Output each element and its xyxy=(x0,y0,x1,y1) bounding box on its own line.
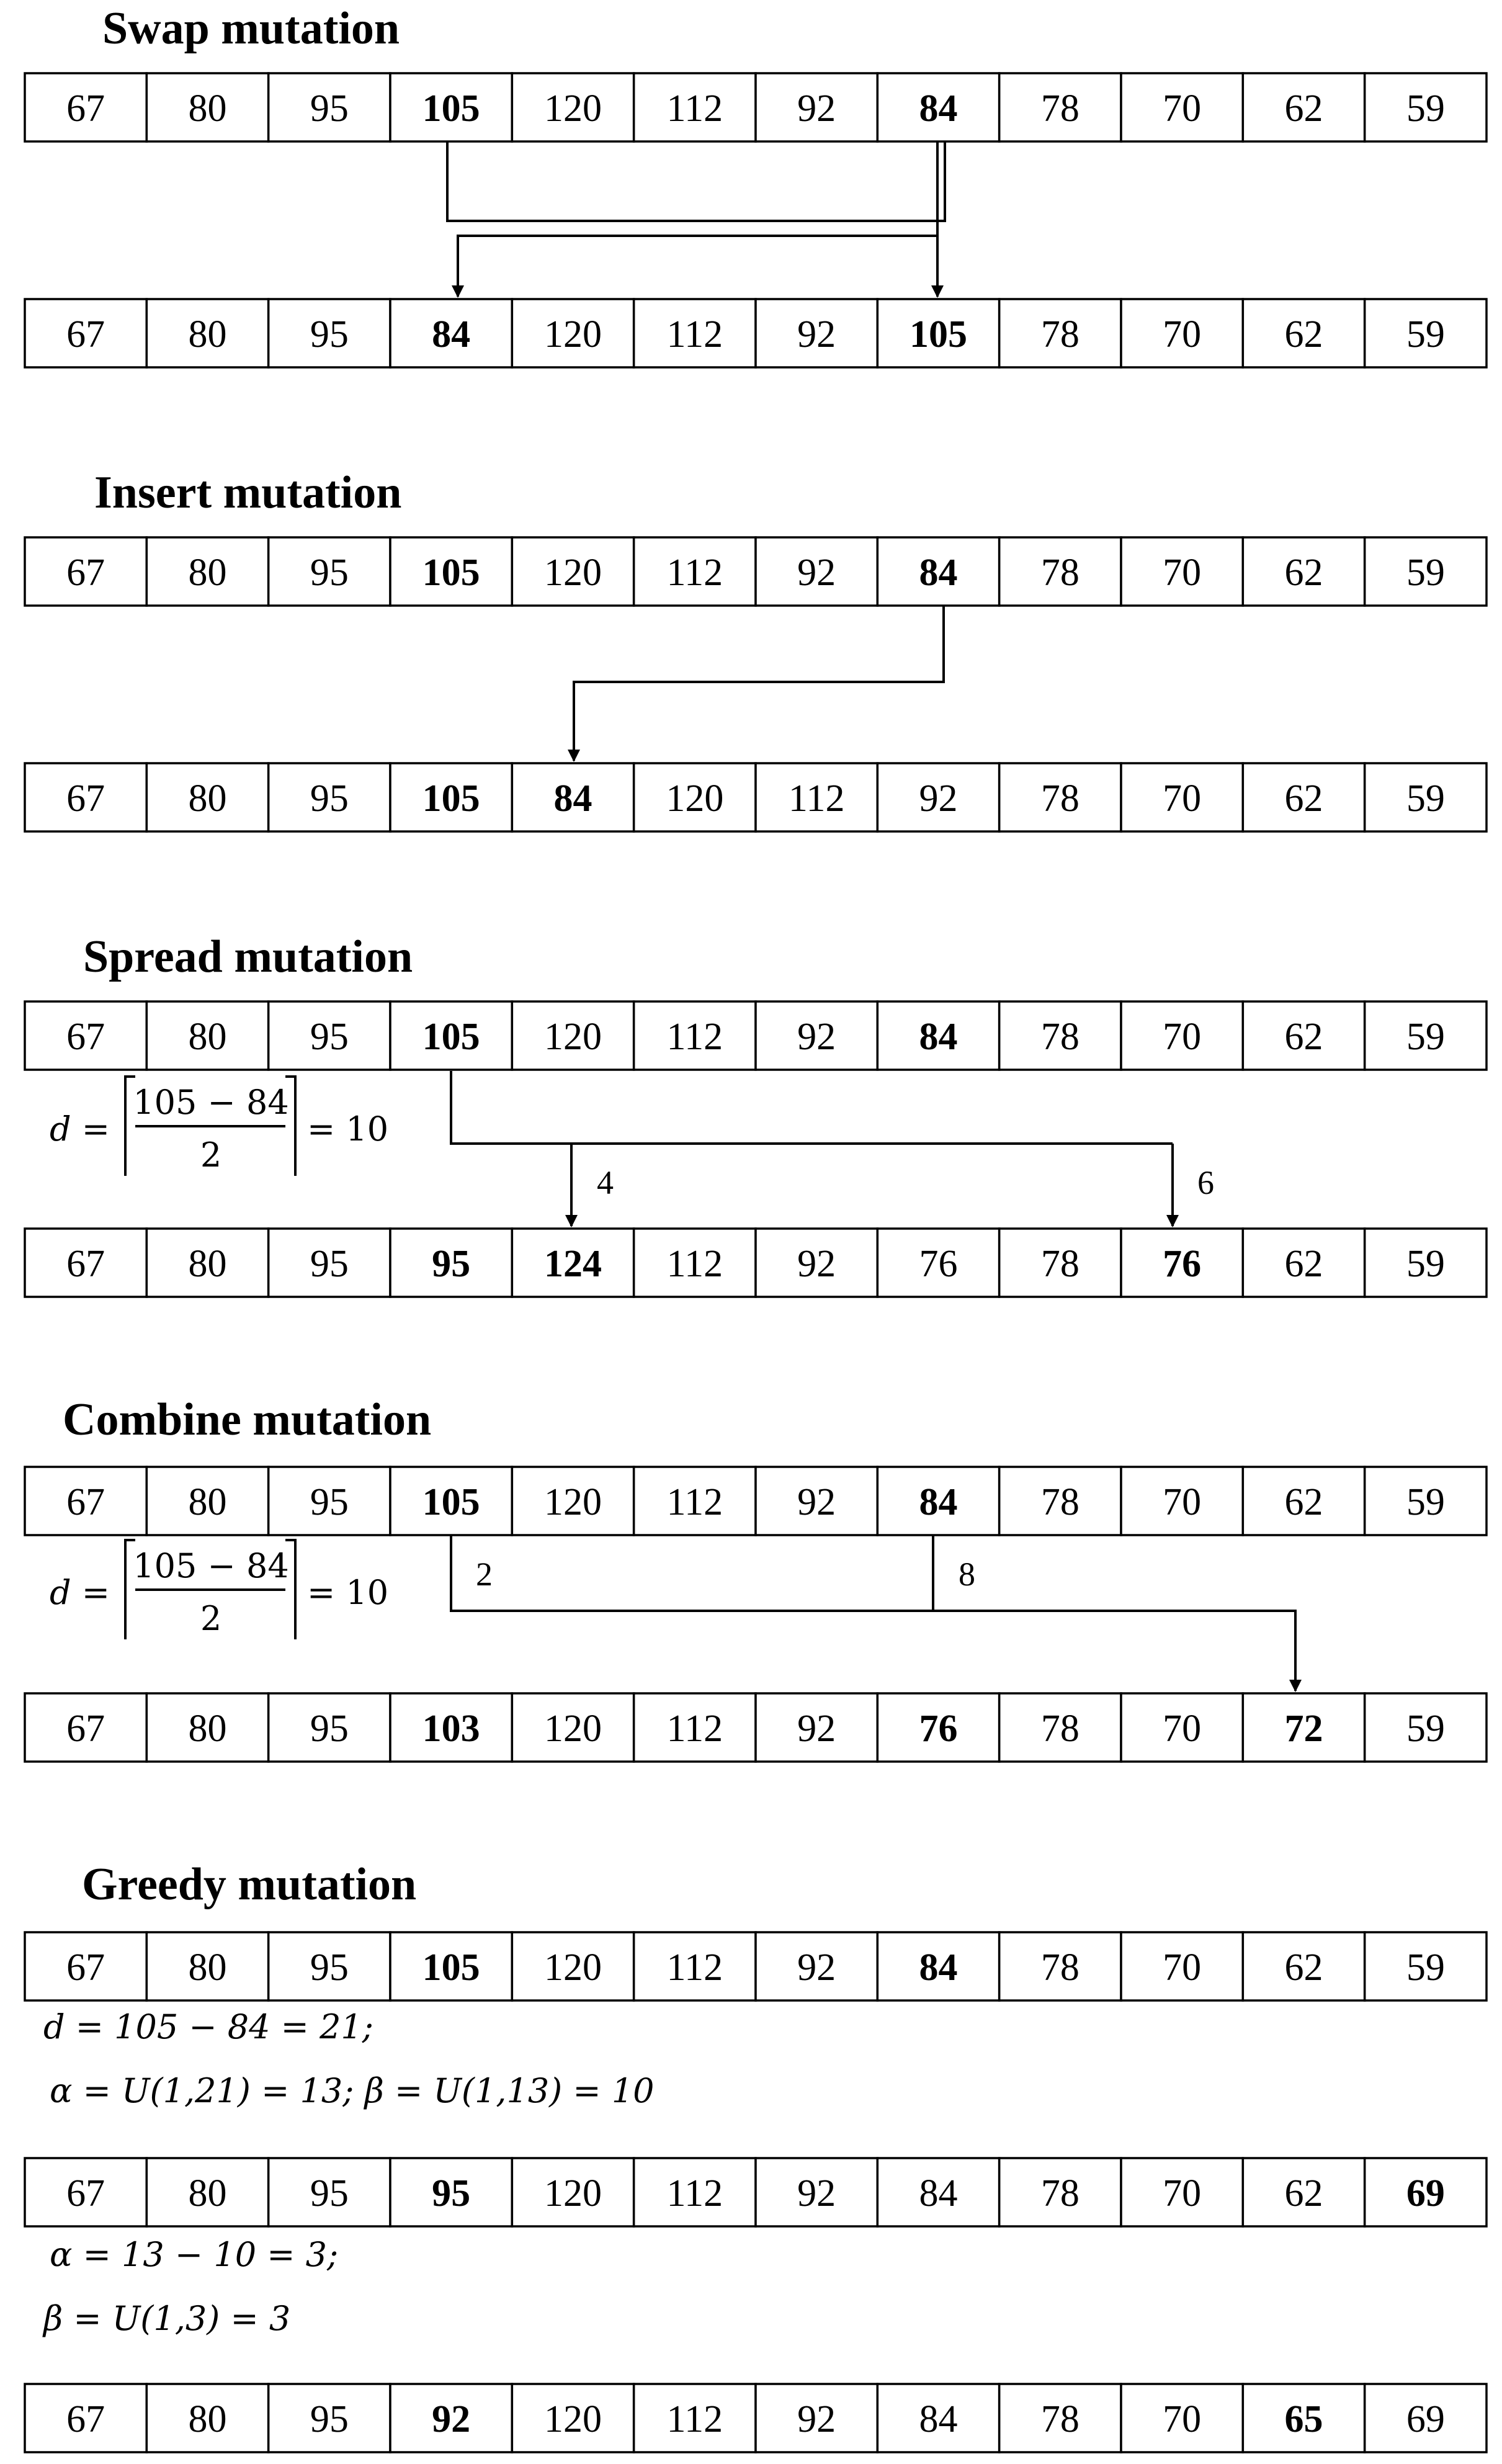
array-cell-value: 92 xyxy=(797,313,836,356)
array-cell-value: 62 xyxy=(1284,1481,1323,1523)
array-cell-value: 67 xyxy=(66,1708,105,1750)
array-cell-value: 95 xyxy=(432,1243,471,1285)
array-cell-value: 70 xyxy=(1163,2172,1202,2215)
combine-formula-numerator: 105 − 84 xyxy=(133,1546,289,1585)
array-cell-value: 62 xyxy=(1284,2172,1323,2215)
array-cell-value: 78 xyxy=(1040,1481,1080,1523)
array-cell-value: 67 xyxy=(66,1481,105,1523)
array-cell-value: 112 xyxy=(666,1016,723,1058)
array-cell-value: 70 xyxy=(1163,1481,1202,1523)
array-cell-value: 92 xyxy=(797,1947,836,1989)
array-cell-value: 120 xyxy=(544,1947,602,1989)
insert-connector xyxy=(574,605,944,761)
array-cell-value: 95 xyxy=(310,1947,349,1989)
array-cell-value: 112 xyxy=(666,1481,723,1523)
array-cell-value: 105 xyxy=(422,1947,480,1989)
array-cell-value: 67 xyxy=(66,552,105,594)
array-cell-value: 92 xyxy=(919,777,958,820)
array-cell-value: 92 xyxy=(797,1243,836,1285)
array-cell-value: 112 xyxy=(666,313,723,356)
array-cell-value: 120 xyxy=(544,1016,602,1058)
array-cell-value: 80 xyxy=(188,87,227,130)
array-cell-value: 92 xyxy=(797,552,836,594)
array-cell-value: 69 xyxy=(1406,2172,1445,2215)
array-cell-value: 78 xyxy=(1040,313,1080,356)
array-cell-value: 69 xyxy=(1406,2398,1445,2440)
greedy-note-3: α = 13 − 10 = 3; xyxy=(50,2235,339,2274)
array-cell-value: 80 xyxy=(188,777,227,820)
array-cell-value: 76 xyxy=(919,1708,958,1750)
greedy-note-4: β = U(1,3) = 3 xyxy=(43,2299,291,2338)
spread-formula xyxy=(50,1077,388,1176)
array-cell-value: 112 xyxy=(666,1708,723,1750)
spread-connectors xyxy=(451,1071,1214,1226)
array-cell-value: 112 xyxy=(666,2398,723,2440)
combine-formula xyxy=(50,1540,388,1639)
array-cell-value: 105 xyxy=(422,87,480,130)
combine-arrow-label-right: 8 xyxy=(959,1556,975,1593)
array-cell-value: 80 xyxy=(188,1947,227,1989)
greedy-array-row-3 xyxy=(25,2384,1486,2452)
array-cell-value: 84 xyxy=(919,1016,958,1058)
array-cell-value: 80 xyxy=(188,1481,227,1523)
array-cell-value: 59 xyxy=(1406,1016,1445,1058)
array-cell-value: 84 xyxy=(553,777,592,820)
section-title-greedy: Greedy mutation xyxy=(82,1859,417,1910)
swap-array-row-2 xyxy=(25,299,1486,367)
array-cell-value: 112 xyxy=(666,552,723,594)
spread-arrow-label-left: 4 xyxy=(597,1164,614,1201)
array-cell-value: 78 xyxy=(1040,1708,1080,1750)
array-cell-value: 92 xyxy=(797,1016,836,1058)
array-cell-value: 92 xyxy=(797,87,836,130)
array-cell-value: 67 xyxy=(66,2172,105,2215)
array-cell-value: 62 xyxy=(1284,1243,1323,1285)
array-cell-value: 92 xyxy=(797,2172,836,2215)
array-cell-value: 84 xyxy=(919,1947,958,1989)
swap-array-row-1 xyxy=(25,73,1486,141)
array-cell-value: 120 xyxy=(544,2398,602,2440)
array-cell-value: 70 xyxy=(1163,552,1202,594)
array-cell-value: 62 xyxy=(1284,552,1323,594)
array-cell-value: 92 xyxy=(797,1481,836,1523)
array-cell-value: 67 xyxy=(66,87,105,130)
combine-formula-lhs: d = xyxy=(50,1573,110,1612)
array-cell-value: 80 xyxy=(188,1708,227,1750)
array-cell-value: 67 xyxy=(66,1947,105,1989)
array-cell-value: 120 xyxy=(544,1481,602,1523)
array-cell-value: 72 xyxy=(1284,1708,1323,1750)
array-cell-value: 95 xyxy=(310,1016,349,1058)
array-cell-value: 78 xyxy=(1040,2172,1080,2215)
array-cell-value: 78 xyxy=(1040,1947,1080,1989)
array-cell-value: 59 xyxy=(1406,1481,1445,1523)
array-cell-value: 78 xyxy=(1040,1016,1080,1058)
array-cell-value: 76 xyxy=(919,1243,958,1285)
array-cell-value: 59 xyxy=(1406,1708,1445,1750)
array-cell-value: 65 xyxy=(1284,2398,1323,2440)
section-title-insert: Insert mutation xyxy=(94,467,402,518)
array-cell-value: 95 xyxy=(310,1243,349,1285)
array-cell-value: 105 xyxy=(422,1016,480,1058)
array-cell-value: 67 xyxy=(66,313,105,356)
insert-array-row-2 xyxy=(25,763,1486,831)
array-cell-value: 84 xyxy=(919,1481,958,1523)
array-cell-value: 95 xyxy=(310,1481,349,1523)
array-cell-value: 92 xyxy=(797,2398,836,2440)
spread-formula-lhs: d = xyxy=(50,1109,110,1149)
combine-array-row-1 xyxy=(25,1467,1486,1535)
array-cell-value: 62 xyxy=(1284,313,1323,356)
array-cell-value: 70 xyxy=(1163,313,1202,356)
array-cell-value: 67 xyxy=(66,777,105,820)
array-cell-value: 80 xyxy=(188,2398,227,2440)
array-cell-value: 120 xyxy=(544,87,602,130)
array-cell-value: 67 xyxy=(66,1243,105,1285)
array-cell-value: 70 xyxy=(1163,1708,1202,1750)
array-cell-value: 80 xyxy=(188,1243,227,1285)
array-cell-value: 70 xyxy=(1163,777,1202,820)
array-cell-value: 112 xyxy=(666,1243,723,1285)
array-cell-value: 105 xyxy=(422,1481,480,1523)
array-cell-value: 84 xyxy=(919,2398,958,2440)
array-cell-value: 112 xyxy=(788,777,845,820)
array-cell-value: 62 xyxy=(1284,1016,1323,1058)
array-cell-value: 120 xyxy=(666,777,724,820)
array-cell-value: 80 xyxy=(188,1016,227,1058)
insert-array-row-1 xyxy=(25,537,1486,606)
combine-formula-denominator: 2 xyxy=(200,1599,222,1638)
array-cell-value: 105 xyxy=(422,777,480,820)
combine-formula-rhs: = 10 xyxy=(307,1573,389,1612)
array-cell-value: 59 xyxy=(1406,87,1445,130)
array-cell-value: 95 xyxy=(310,777,349,820)
array-cell-value: 78 xyxy=(1040,552,1080,594)
array-cell-value: 80 xyxy=(188,313,227,356)
array-cell-value: 78 xyxy=(1040,1243,1080,1285)
array-cell-value: 70 xyxy=(1163,1016,1202,1058)
array-cell-value: 95 xyxy=(310,552,349,594)
array-cell-value: 59 xyxy=(1406,777,1445,820)
spread-formula-rhs: = 10 xyxy=(307,1109,389,1149)
array-cell-value: 84 xyxy=(919,2172,958,2215)
array-cell-value: 120 xyxy=(544,2172,602,2215)
greedy-array-row-1 xyxy=(25,1932,1486,2000)
array-cell-value: 62 xyxy=(1284,777,1323,820)
greedy-note-1: d = 105 − 84 = 21; xyxy=(43,2007,373,2046)
array-cell-value: 59 xyxy=(1406,1947,1445,1989)
spread-formula-denominator: 2 xyxy=(200,1136,222,1175)
array-cell-value: 95 xyxy=(310,313,349,356)
combine-connectors xyxy=(451,1536,1295,1691)
array-cell-value: 84 xyxy=(432,313,471,356)
array-cell-value: 59 xyxy=(1406,1243,1445,1285)
array-cell-value: 80 xyxy=(188,2172,227,2215)
array-cell-value: 95 xyxy=(310,2398,349,2440)
array-cell-value: 112 xyxy=(666,1947,723,1989)
array-cell-value: 92 xyxy=(432,2398,471,2440)
array-cell-value: 67 xyxy=(66,2398,105,2440)
combine-arrow-label-left: 2 xyxy=(476,1556,493,1593)
array-cell-value: 80 xyxy=(188,552,227,594)
array-cell-value: 84 xyxy=(919,552,958,594)
array-cell-value: 112 xyxy=(666,2172,723,2215)
array-cell-value: 70 xyxy=(1163,2398,1202,2440)
section-title-spread: Spread mutation xyxy=(83,931,413,982)
greedy-array-row-2 xyxy=(25,2158,1486,2226)
array-cell-value: 112 xyxy=(666,87,723,130)
array-cell-value: 59 xyxy=(1406,313,1445,356)
spread-arrow-label-right: 6 xyxy=(1197,1164,1214,1201)
swap-connectors xyxy=(447,141,945,297)
array-cell-value: 59 xyxy=(1406,552,1445,594)
array-cell-value: 105 xyxy=(910,313,967,356)
array-cell-value: 120 xyxy=(544,1708,602,1750)
array-cell-value: 105 xyxy=(422,552,480,594)
array-cell-value: 95 xyxy=(310,87,349,130)
array-cell-value: 120 xyxy=(544,313,602,356)
array-cell-value: 95 xyxy=(310,2172,349,2215)
array-cell-value: 92 xyxy=(797,1708,836,1750)
spread-formula-numerator: 105 − 84 xyxy=(133,1083,289,1122)
array-cell-value: 103 xyxy=(422,1708,480,1750)
spread-array-row-2 xyxy=(25,1229,1486,1297)
array-cell-value: 120 xyxy=(544,552,602,594)
array-cell-value: 76 xyxy=(1163,1243,1202,1285)
greedy-note-2: α = U(1,21) = 13; β = U(1,13) = 10 xyxy=(50,2071,655,2110)
array-cell-value: 95 xyxy=(310,1708,349,1750)
array-cell-value: 95 xyxy=(432,2172,471,2215)
section-title-swap: Swap mutation xyxy=(102,3,400,54)
spread-array-row-1 xyxy=(25,1001,1486,1070)
array-cell-value: 62 xyxy=(1284,87,1323,130)
array-cell-value: 70 xyxy=(1163,87,1202,130)
array-cell-value: 78 xyxy=(1040,2398,1080,2440)
array-cell-value: 84 xyxy=(919,87,958,130)
array-cell-value: 62 xyxy=(1284,1947,1323,1989)
array-cell-value: 78 xyxy=(1040,777,1080,820)
array-cell-value: 78 xyxy=(1040,87,1080,130)
array-cell-value: 70 xyxy=(1163,1947,1202,1989)
section-title-combine: Combine mutation xyxy=(63,1394,432,1445)
combine-array-row-2 xyxy=(25,1693,1486,1762)
array-cell-value: 124 xyxy=(544,1243,602,1285)
array-cell-value: 67 xyxy=(66,1016,105,1058)
